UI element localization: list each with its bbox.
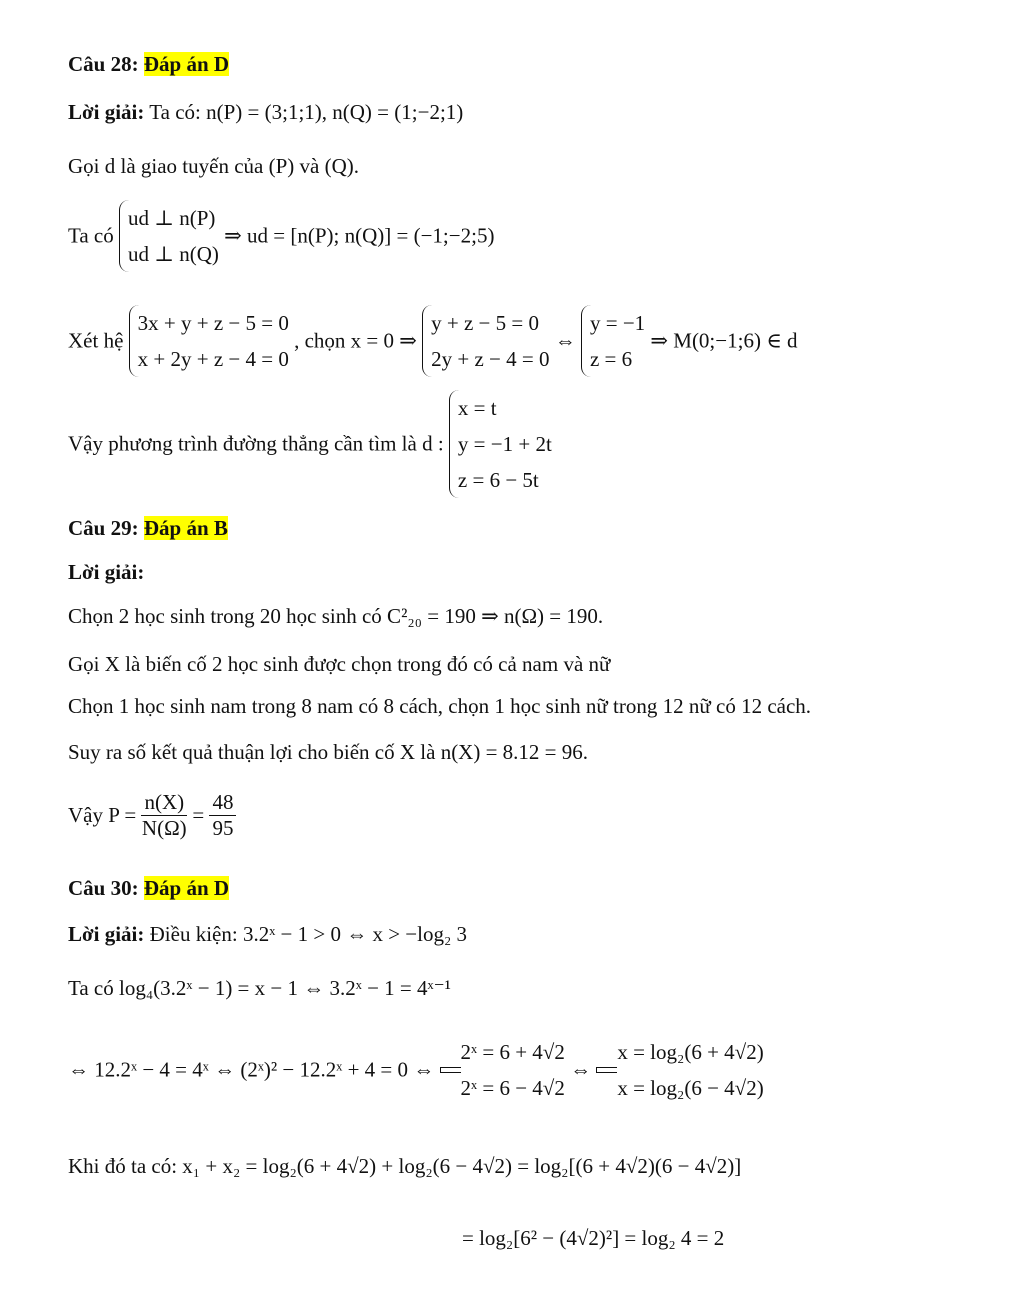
q28-line2: Gọi d là giao tuyến của (P) và (Q).	[68, 154, 359, 178]
q28-solution-label: Lời giải:	[68, 100, 145, 124]
q30-line4: Khi đó ta có: x₁ + x₂ = log₂(6 + 4√2) + log₂(6 − 4√2) = log₂[(6 + 4√2)(6 − 4√2)]	[68, 1154, 742, 1178]
q28-line4	[68, 305, 797, 377]
q28-system2-row2: 2y + z − 4 = 0	[431, 347, 550, 371]
q28-line-eq-row3: z = 6 − 5t	[457, 468, 539, 492]
q28-line1-math: n(P) = (3;1;1), n(Q) = (1;−2;1)	[206, 100, 464, 124]
q29-solution-label: Lời giải:	[68, 560, 145, 584]
q29-fraction1-num: n(X)	[141, 790, 187, 816]
q30-line1	[68, 922, 467, 947]
q28-system2	[422, 305, 549, 377]
q28-system2-row1: y + z − 5 = 0	[431, 311, 539, 335]
q29-line5-text: Vậy P =	[68, 803, 137, 828]
q30-line3	[68, 1034, 764, 1106]
q28-choose: , chọn x = 0 ⇒	[294, 328, 417, 353]
q28-system1-row2: x + 2y + z − 4 = 0	[137, 347, 289, 371]
q29-fraction2	[209, 790, 236, 841]
q28-line5-text: Vậy phương trình đường thẳng cần tìm là d :	[68, 431, 444, 456]
q29-line1: Chọn 2 học sinh trong 20 học sinh có C²₂₀ = 190 ⇒ n(Ω) = 190.	[68, 604, 604, 628]
q28-point-result: ⇒ M(0;−1;6) ∈ d	[650, 328, 798, 353]
q28-line1	[68, 100, 463, 125]
q28-label: Câu 28:	[68, 52, 139, 76]
q30-solution-label: Lời giải:	[68, 922, 145, 946]
q30-bracket2	[596, 1067, 617, 1073]
q28-system1-row1: 3x + y + z − 5 = 0	[137, 311, 289, 335]
q28-system1	[129, 305, 289, 377]
q28-system3-row1: y = −1	[589, 311, 646, 335]
q30-bracket1-row1: 2ˣ = 6 + 4√2	[460, 1040, 565, 1064]
q28-line3	[68, 200, 494, 272]
q30-bracket2-row1: x = log₂(6 + 4√2)	[617, 1040, 764, 1064]
q28-direction-vector: ⇒ ud = [n(P); n(Q)] = (−1;−2;5)	[224, 223, 495, 248]
q30-bracket2-row2: x = log₂(6 − 4√2)	[617, 1076, 764, 1100]
q30-line3-text: ⇔ 12.2ˣ − 4 = 4ˣ ⇔ (2ˣ)² − 12.2ˣ + 4 = 0 ⇔	[68, 1057, 435, 1082]
q30-answer: Đáp án D	[143, 876, 230, 900]
q28-line5	[68, 390, 552, 498]
q28-line1-text: Ta có:	[149, 100, 201, 124]
q29-fraction2-den: 95	[212, 816, 234, 841]
q30-label: Câu 30:	[68, 876, 139, 900]
q28-answer: Đáp án D	[143, 52, 230, 76]
q29-line4: Suy ra số kết quả thuận lợi cho biến cố X là n(X) = 8.12 = 96.	[68, 740, 589, 764]
q30-line5: = log₂[6² − (4√2)²] = log₂ 4 = 2	[462, 1226, 725, 1250]
q28-line4-text: Xét hệ	[68, 328, 124, 353]
q30-equiv: ⇔	[570, 1057, 592, 1082]
q28-perp-row1: ud ⊥ n(P)	[128, 206, 216, 230]
q29-fraction1	[141, 790, 187, 841]
q29-equals: =	[192, 803, 205, 828]
q30-heading	[68, 876, 229, 901]
q29-line2: Gọi X là biến cố 2 học sinh được chọn trong đó có cả nam và nữ	[68, 652, 611, 676]
q30-line1-text: Điều kiện: 3.2ˣ − 1 > 0 ⇔ x > −log₂ 3	[149, 922, 468, 946]
q28-perp-system	[119, 200, 219, 272]
q30-bracket1	[440, 1067, 461, 1073]
q29-heading	[68, 516, 228, 541]
q29-line3: Chọn 1 học sinh nam trong 8 nam có 8 cách, chọn 1 học sinh nữ trong 12 nữ có 12 cách.	[68, 694, 812, 718]
q28-heading	[68, 52, 229, 77]
q28-perp-row2: ud ⊥ n(Q)	[128, 242, 219, 266]
q30-bracket1-row2: 2ˣ = 6 − 4√2	[460, 1076, 565, 1100]
q29-line5	[68, 790, 236, 841]
q28-line-eq-row1: x = t	[457, 396, 497, 420]
q29-label: Câu 29:	[68, 516, 139, 540]
q28-line-eq-row2: y = −1 + 2t	[457, 432, 552, 456]
q29-answer: Đáp án B	[143, 516, 228, 540]
q28-system3	[581, 305, 645, 377]
q30-line2: Ta có log₄(3.2ˣ − 1) = x − 1 ⇔ 3.2ˣ − 1 = 4ˣ⁻¹	[68, 976, 451, 1000]
q28-equiv: ⇔	[554, 328, 576, 353]
q29-fraction1-den: N(Ω)	[141, 816, 187, 841]
q29-fraction2-num: 48	[209, 790, 236, 816]
q28-system3-row2: z = 6	[589, 347, 633, 371]
q28-line3-text: Ta có	[68, 223, 114, 248]
q28-line-equation	[449, 390, 552, 498]
